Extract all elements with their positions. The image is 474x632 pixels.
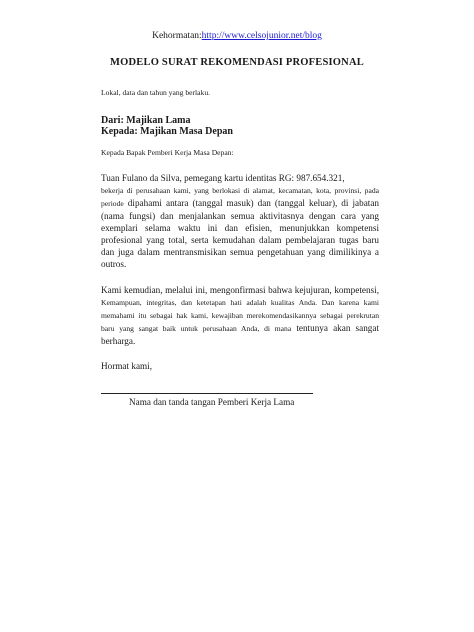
paragraph-2-part-a: Kami kemudian, melalui ini, mengonfirmasi bahwa kejujuran, kompetensi, (101, 285, 379, 295)
from-line: Dari: Majikan Lama (101, 115, 191, 126)
greeting: Kepada Bapak Pemberi Kerja Masa Depan: (101, 148, 234, 157)
signature-caption: Nama dan tanda tangan Pemberi Kerja Lama (129, 397, 295, 407)
paragraph-2-part-b: Kemampuan, integritas, dan ketetapan hati adalah kualitas Anda. Dan karena kami memahami itu sebagai hak kami, kewajiban merekomendasikannya sebagai perekrutan baru yang sangat baik untuk perusahaan Anda, di mana (101, 298, 379, 333)
header-label: Kehormatan: (152, 31, 202, 41)
paragraph-1-part-b: bekerja di perusahaan kami, yang berlokasi di alamat, kecamatan, kota, provinsi, pada periode (101, 186, 379, 208)
closing: Hormat kami, (101, 361, 153, 371)
document-title: MODELO SURAT REKOMENDASI PROFESIONAL (110, 57, 364, 68)
paragraph-2 (101, 284, 379, 347)
letter-body (101, 88, 379, 407)
header-line (0, 31, 474, 41)
to-line: Kepada: Majikan Masa Depan (101, 126, 233, 137)
blog-link[interactable]: http://www.celsojunior.net/blog (201, 31, 322, 41)
place-date: Lokal, data dan tahun yang berlaku. (101, 88, 211, 97)
sender-recipient (101, 115, 379, 137)
paragraph-1-part-c: dipahami antara (tanggal masuk) dan (tanggal keluar), di jabatan (nama fungsi) dan menjalankan semua aktivitasnya dengan cara yang exemplari selama waktu ini dan efisien, menunjukkan kompetensi profesional yang total, serta kemudahan dalam pembelajaran tugas baru dan juga dalam mentransmisikan semua pengetahuan yang dimilikinya a outros. (101, 198, 379, 269)
signature-line (101, 393, 313, 394)
paragraph-2-part-c: tentunya akan sangat berharga. (101, 323, 380, 346)
paragraph-1-part-a: Tuan Fulano da Silva, pemegang kartu identitas RG: 987.654.321, (101, 173, 345, 183)
paragraph-1 (101, 172, 379, 270)
